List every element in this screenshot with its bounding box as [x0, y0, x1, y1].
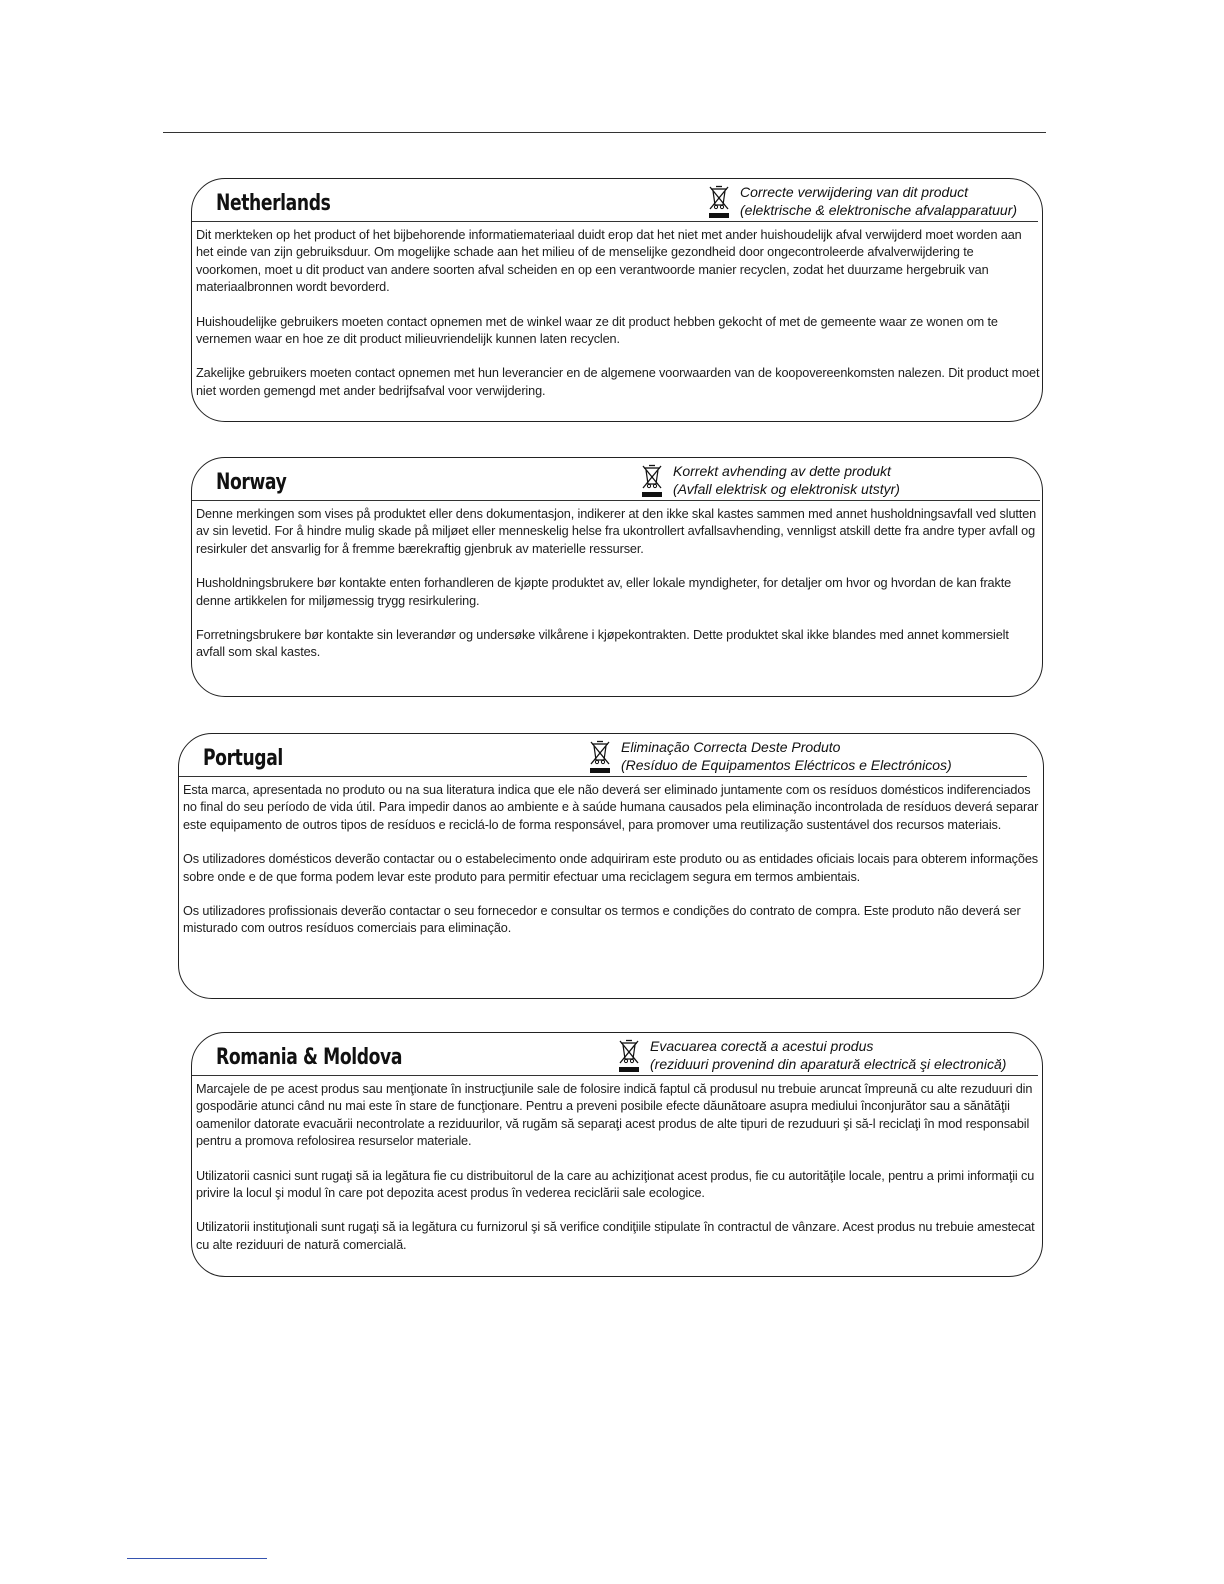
disposal-title: Evacuarea corectă a acestui produs — [650, 1038, 874, 1054]
section-header — [192, 179, 1042, 221]
disposal-subtitle: (reziduuri provenind din aparatură electrică şi electronică) — [650, 1056, 1007, 1072]
disposal-subtitle: (Avfall elektrisk og elektronisk utstyr) — [673, 481, 900, 497]
paragraph: Husholdningsbrukere bør kontakte enten forhandleren de kjøpte produktet av, eller lokale myndigheter, for detaljer om hvor og hvordan de kan frakte denne artikkelen for miljømessig trygg resirkulering. — [196, 576, 1012, 608]
crossed-bin-icon — [616, 1037, 642, 1073]
paragraph: Utilizatorii casnici sunt rugaţi să ia legătura fie cu distribuitorul de la care au achiziţionat acest produs, fie cu autorităţile locale, pentru a primi informaţii cu privire la locul şi modul în care pot depozita acest produs în vederea reciclării sale ecologice. — [196, 1168, 1035, 1201]
disposal-subtitle: (elektrische & elektronische afvalapparatuur) — [740, 202, 1018, 218]
paragraph: Zakelijke gebruikers moeten contact opnemen met hun leverancier en de algemene voorwaarden van de koopovereenkomsten nalezen. Dit product moet niet worden gemengd met ander bedrijfsafval voor verwijdering. — [196, 366, 1040, 398]
paragraph: Forretningsbrukere bør kontakte sin leverandør og undersøke vilkårene i kjøpekontrakten. Dette produktet skal ikke blandes med annet kommersielt avfall som skal kastes. — [196, 628, 1009, 660]
country-title: Romania & Moldova — [216, 1045, 403, 1070]
disposal-notice — [639, 462, 900, 498]
crossed-bin-icon — [587, 738, 613, 774]
paragraph: Denne merkingen som vises på produktet eller dens dokumentasjon, indikerer at den ikke skal kastes sammen med annet husholdningsavfall ved slutten av sin levetid. For å hindre mulig skade på miljøet eller menneskelig helse fra ukontrollert avfallsavhending, vennligst atskill dette fra andre typer avfall og resirkuler det ansvarlig for å fremme bærekraftig gjenbruk av materielle ressurser. — [196, 507, 1037, 556]
section-romania-moldova — [191, 1032, 1043, 1277]
paragraph: Dit merkteken op het product of het bijbehorende informatiemateriaal duidt erop dat het niet met ander huishoudelijk afval verwijderd moet worden aan het einde van zijn gebruiksduur. Om mogelijke schade aan het milieu of de menselijke gezondheid door ongecontroleerde afvalverwijdering te voorkomen, moet u dit product van andere soorten afval scheiden en op een verantwoorde manier recyclen, zodat het duurzame hergebruik van materiaalbronnen wordt bevorderd. — [196, 228, 1022, 295]
section-body — [183, 782, 1041, 955]
disposal-title: Eliminação Correcta Deste Produto — [621, 739, 841, 755]
section-body — [196, 227, 1040, 417]
header-rule — [179, 776, 1027, 777]
paragraph: Utilizatorii instituţionali sunt rugaţi să ia legătura cu furnizorul şi să verifice condiţiile stipulate în contractul de vânzare. Acest produs nu trebuie amestecat cu alte reziduuri de natură comercială. — [196, 1220, 1035, 1252]
disposal-notice — [706, 183, 1017, 219]
footnote-rule — [127, 1558, 267, 1559]
section-portugal — [178, 733, 1044, 999]
country-title: Netherlands — [216, 191, 331, 216]
paragraph: Huishoudelijke gebruikers moeten contact opnemen met de winkel waar ze dit product hebben gekocht of met de gemeente waar ze wonen om te vernemen waar en hoe ze dit product milieuvriendelijk kunnen laten recyclen. — [196, 314, 998, 347]
disposal-notice — [587, 738, 952, 774]
paragraph: Esta marca, apresentada no produto ou na sua literatura indica que ele não deverá ser eliminado juntamente com os resíduos domésticos indiferenciados no final do seu período de vida útil. Para impedir danos ao ambiente e à saúde humana causados pela eliminação incontrolada de resíduos deverá separar este equipamento de outros tipos de resíduos e reciclá-lo de forma responsável, para promover uma reutilização sustentável dos recursos materiais. — [183, 783, 1039, 832]
disposal-subtitle: (Resíduo de Equipamentos Eléctricos e Electrónicos) — [621, 757, 952, 773]
header-rule — [192, 1075, 1038, 1076]
section-netherlands — [191, 178, 1043, 422]
header-rule — [192, 221, 1038, 222]
disposal-title: Correcte verwijdering van dit product — [740, 184, 968, 200]
section-norway — [191, 457, 1043, 697]
header-rule — [192, 500, 1040, 501]
section-header — [192, 458, 1042, 500]
top-rule — [163, 132, 1046, 133]
crossed-bin-icon — [706, 183, 732, 219]
paragraph: Marcajele de pe acest produs sau menţionate în instrucţiunile sale de folosire indică faptul că produsul nu trebuie aruncat împreună cu alte rezuduuri din gospodărie atunci când nu mai este în stare de funcţionare. Pentru a preveni posibile efecte dăunătoare asupra mediului înconjurător sau a sănătăţii oamenilor datorate evacuării necontrolate a reziduurilor, vă rugăm să separaţi acest produs de alte tipuri de rezuduuri şi să-l reciclaţi în mod responsabil pentru a promova refolosirea resurselor materiale. — [196, 1082, 1033, 1149]
section-header — [192, 1033, 1042, 1075]
country-title: Portugal — [203, 746, 283, 771]
section-header — [179, 734, 1043, 776]
crossed-bin-icon — [639, 462, 665, 498]
country-title: Norway — [216, 470, 287, 495]
paragraph: Os utilizadores domésticos deverão contactar ou o estabelecimento onde adquiriram este produto ou as entidades oficiais locais para obterem informações sobre onde e de que forma podem levar este produto para permitir efectuar uma reciclagem segura em termos ambientais. — [183, 852, 1038, 884]
disposal-notice — [616, 1037, 1006, 1073]
paragraph: Os utilizadores profissionais deverão contactar o seu fornecedor e consultar os termos e condições do contrato de compra. Este produto não deverá ser misturado com outros resíduos comerciais para eliminação. — [183, 904, 1021, 936]
section-body — [196, 506, 1040, 679]
section-body — [196, 1081, 1040, 1271]
disposal-title: Korrekt avhending av dette produkt — [673, 463, 891, 479]
